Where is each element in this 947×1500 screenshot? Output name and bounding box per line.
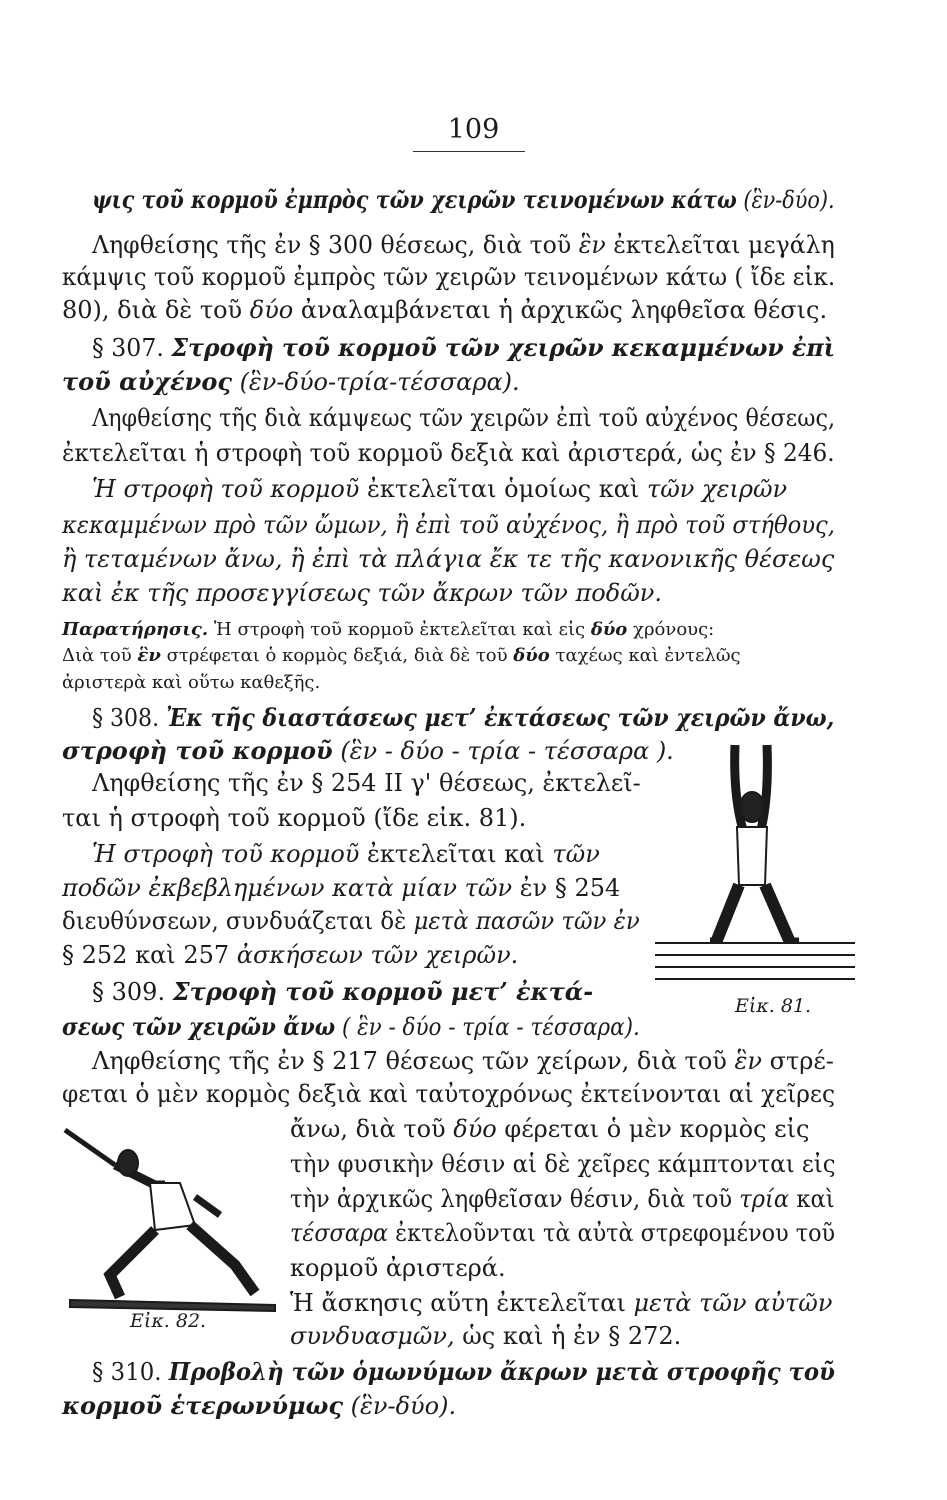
text-segment: καὶ: [789, 1185, 835, 1213]
text-segment: τῶν χειρῶν: [646, 475, 788, 503]
text-line: [62, 906, 640, 936]
text-line: [62, 510, 835, 540]
text-segment: Ληφθείσης τῆς διὰ κάμψεως τῶν χειρῶν ἐπὶ τοῦ αὐχένος θέσεως,: [92, 404, 836, 432]
text-line: [62, 295, 827, 325]
text-segment: δύο: [249, 296, 294, 324]
text-line: [92, 768, 641, 798]
text-segment: (ἓν - δύο - τρία - τέσσαρα ).: [332, 737, 674, 765]
text-line: [62, 578, 662, 608]
text-segment: στρέφεται ὁ κορμὸς δεξιά, διὰ δὲ τοῦ: [160, 645, 514, 666]
text-line: [92, 230, 835, 260]
text-segment: (ἓν-δύο).: [343, 1392, 457, 1420]
text-line: [290, 1253, 506, 1283]
text-segment: ἓν: [578, 231, 606, 259]
text-segment: φεται ὁ μὲν κορμὸς δεξιὰ καὶ ταὐτοχρόνως ἐκτείνονται αἱ χεῖρες: [62, 1080, 835, 1108]
text-segment: συνδυασμῶν,: [290, 1322, 455, 1350]
text-line: [290, 1184, 835, 1214]
text-segment: ἐκτελεῖται μεγάλη: [605, 231, 835, 259]
text-segment: ποδῶν ἐκβεβλημένων κατὰ μίαν τῶν: [62, 874, 513, 902]
text-line: [92, 1046, 834, 1076]
text-segment: δύο: [513, 645, 550, 666]
text-line: [62, 438, 835, 468]
text-segment: ἐκτελοῦνται τὰ αὐτὰ στρεφομένου τοῦ: [388, 1219, 836, 1247]
text-segment: διευθύνσεων, συνδυάζεται δὲ: [62, 907, 414, 935]
text-segment: Παρατήρησις.: [62, 619, 209, 640]
text-segment: ἐκτελεῖται ἡ στροφὴ τοῦ κορμοῦ δεξιὰ καὶ ἀριστερά, ὡς ἐν § 246.: [62, 439, 835, 467]
text-segment: § 310.: [92, 1358, 169, 1386]
text-line: [62, 670, 320, 696]
text-line: [62, 1079, 835, 1109]
text-segment: τοῦ αὐχένος: [62, 367, 232, 396]
text-segment: ἐκτελεῖται καὶ: [359, 840, 553, 868]
text-segment: ται ἡ στροφὴ τοῦ κορμοῦ (ἴδε εἰκ. 81).: [62, 804, 527, 832]
text-segment: κορμοῦ ἀριστερά.: [290, 1254, 506, 1282]
text-segment: ἀριστερὰ καὶ οὕτω καθεξῆς.: [62, 672, 321, 693]
text-segment: ( ἓν - δύο - τρία - τέσσαρα).: [335, 1013, 640, 1041]
text-line: [62, 940, 518, 970]
text-line: [290, 1149, 836, 1179]
text-segment: καὶ ἐκ τῆς προσεγγίσεως τῶν ἄκρων τῶν ποδῶν.: [62, 579, 662, 607]
header-rule: [413, 151, 525, 152]
text-segment: § 307.: [92, 334, 172, 362]
text-line: [62, 367, 520, 397]
text-segment: Ληφθείσης τῆς ἐν § 217 θέσεως τῶν χείρων, διὰ τοῦ: [92, 1047, 735, 1075]
text-segment: ψις τοῦ κορμοῦ ἐμπρὸς τῶν χειρῶν τεινομένων κάτω: [92, 185, 737, 214]
text-segment: (ἓν-δύο).: [736, 186, 835, 214]
text-segment: § 309.: [92, 978, 173, 1006]
text-segment: ἓν: [137, 645, 161, 666]
text-segment: δύο: [453, 1115, 497, 1143]
figure-81-caption: Εἰκ. 81.: [735, 995, 812, 1017]
text-segment: Ἡ στροφὴ τοῦ κορμοῦ: [92, 840, 360, 868]
text-line: [290, 1218, 835, 1248]
page-number: 109: [447, 114, 500, 145]
text-line: [290, 1321, 681, 1351]
text-segment: ταχέως καὶ ἐντελῶς: [549, 645, 741, 666]
text-segment: 80), διὰ δὲ τοῦ: [62, 296, 250, 324]
text-line: [62, 643, 741, 669]
figure-82-illustration: [60, 1125, 290, 1315]
text-segment: Στροφὴ τοῦ κορμοῦ τῶν χειρῶν κεκαμμένων ἐπὶ: [171, 333, 836, 362]
text-segment: ἀναλαμβάνεται ἡ ἀρχικῶς ληφθεῖσα θέσις.: [293, 296, 828, 324]
text-line: [62, 873, 620, 903]
text-segment: (ἓν-δύο-τρία-τέσσαρα).: [231, 368, 520, 396]
figure-82-caption: Εἰκ. 82.: [130, 1310, 207, 1332]
text-segment: ἢ τεταμένων ἄνω, ἢ ἐπὶ τὰ πλάγια ἔκ τε τῆς κανονικῆς θέσεως: [62, 545, 835, 573]
text-segment: τέσσαρα: [290, 1219, 389, 1247]
text-segment: ἄνω, διὰ τοῦ: [290, 1115, 454, 1143]
text-segment: Ἡ ἄσκησις αὕτη ἐκτελεῖται: [290, 1289, 634, 1317]
text-segment: ἓν: [734, 1047, 762, 1075]
text-segment: μετὰ πασῶν τῶν ἐν: [413, 907, 640, 935]
text-segment: τὴν ἀρχικῶς ληφθεῖσαν θέσιν, διὰ τοῦ: [290, 1185, 740, 1213]
text-line: [92, 839, 600, 869]
text-line: [62, 1391, 456, 1421]
text-segment: Ἡ στροφὴ τοῦ κορμοῦ: [92, 475, 360, 503]
text-segment: τὴν φυσικὴν θέσιν αἱ δὲ χεῖρες κάμπτονται εἰς: [290, 1150, 836, 1178]
text-segment: Ἐκ τῆς διαστάσεως μετ’ ἐκτάσεως τῶν χειρῶν ἄνω,: [166, 703, 835, 732]
text-segment: φέρεται ὁ μὲν κορμὸς εἰς: [496, 1115, 810, 1143]
text-line: [92, 977, 593, 1007]
text-line: [92, 703, 834, 733]
text-segment: Ἡ στροφὴ τοῦ κορμοῦ ἐκτελεῖται καὶ εἰς: [208, 619, 591, 640]
text-line: [62, 544, 834, 574]
text-segment: § 308.: [92, 704, 167, 732]
text-segment: μετὰ τῶν αὐτῶν: [633, 1289, 833, 1317]
text-segment: Προβολὴ τῶν ὁμωνύμων ἄκρων μετὰ στροφῆς τοῦ: [168, 1357, 835, 1386]
text-segment: τῶν: [552, 840, 600, 868]
text-segment: ἐκτελεῖται ὁμοίως καὶ: [359, 475, 647, 503]
text-line: [92, 403, 835, 433]
text-line: [92, 185, 835, 215]
text-segment: τρία: [739, 1185, 790, 1213]
text-segment: κάμψις τοῦ κορμοῦ ἐμπρὸς τῶν χειρῶν τεινομένων κάτω ( ἴδε εἰκ.: [62, 263, 836, 291]
text-segment: Διὰ τοῦ: [62, 645, 138, 666]
text-segment: § 252 καὶ 257: [62, 941, 237, 969]
text-line: [92, 333, 835, 363]
text-segment: ὡς καὶ ἡ ἐν § 272.: [454, 1322, 682, 1350]
text-segment: στροφὴ τοῦ κορμοῦ: [62, 736, 333, 765]
text-segment: δύο: [590, 619, 628, 640]
text-segment: ἐν § 254: [512, 874, 621, 902]
text-segment: σεως τῶν χειρῶν ἄνω: [62, 1012, 336, 1041]
text-line: [290, 1288, 832, 1318]
text-line: [62, 262, 835, 292]
text-segment: Ληφθείσης τῆς ἐν § 300 θέσεως, διὰ τοῦ: [92, 231, 579, 259]
text-segment: Ληφθείσης τῆς ἐν § 254 ΙΙ γ' θέσεως, ἐκτελεῖ-: [92, 769, 641, 797]
text-line: [62, 617, 714, 643]
text-segment: Στροφὴ τοῦ κορμοῦ μετ’ ἐκτά-: [172, 977, 594, 1006]
text-segment: κεκαμμένων πρὸ τῶν ὤμων, ἢ ἐπὶ τοῦ αὐχένος, ἢ πρὸ τοῦ στήθους,: [62, 511, 835, 539]
text-segment: στρέ-: [761, 1047, 834, 1075]
text-line: [62, 803, 526, 833]
text-segment: χρόνους:: [627, 619, 715, 640]
text-line: [92, 474, 787, 504]
text-line: [62, 736, 674, 766]
text-line: [62, 1012, 640, 1042]
text-line: [92, 1357, 835, 1387]
text-segment: ἀσκήσεων τῶν χειρῶν.: [236, 941, 519, 969]
text-line: [290, 1114, 809, 1144]
figure-81-illustration: [655, 735, 860, 1015]
text-segment: κορμοῦ ἑτερωνύμως: [62, 1391, 344, 1420]
